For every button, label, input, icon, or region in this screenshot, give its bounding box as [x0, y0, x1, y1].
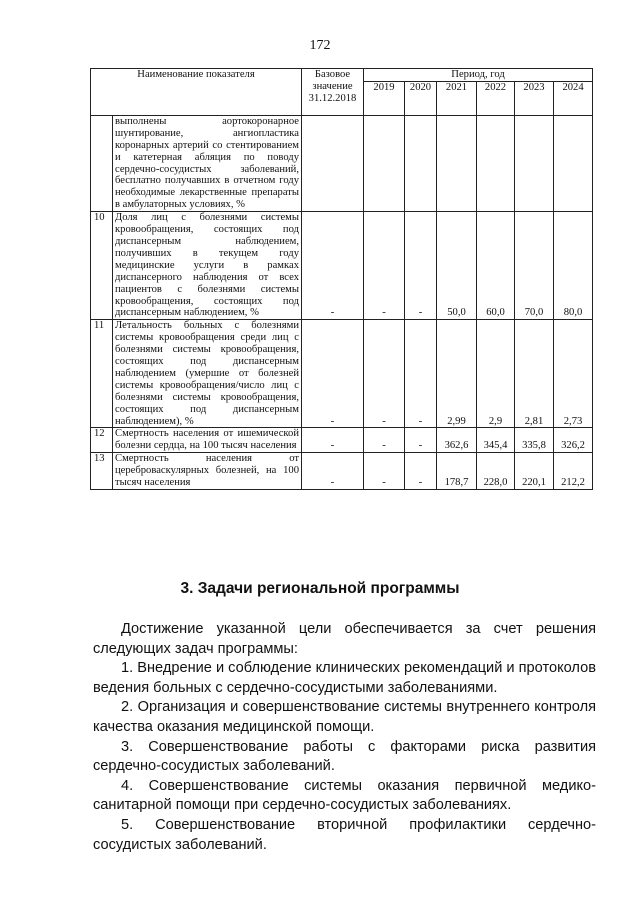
base-value: - — [302, 320, 364, 428]
value-2024 — [554, 115, 593, 211]
page-number: 172 — [309, 38, 331, 53]
value-2021 — [437, 115, 477, 211]
indicator-name: выполнены аортокоронарное шунтирование, ангиопластика коронарных артерий со стентированием и катетерная абляция по поводу сердечно-сосудистых заболеваний, бесплатно получавших в отчетном году необходимые лекарственные препараты в амбулаторных условиях, % — [113, 115, 302, 211]
value-2019 — [364, 115, 405, 211]
indicator-name: Смертность населения от ишемической болезни сердца, на 100 тысяч населения — [113, 428, 302, 453]
value-2019: - — [364, 428, 405, 453]
indicator-name: Доля лиц с болезнями системы кровообращения, состоящих под диспансерным наблюдением, получивших в текущем году медицинские услуги в рамках диспансерного наблюдения от всех пациентов с болезнями системы кровообращения, состоящих под диспансерным наблюдением, % — [113, 212, 302, 320]
row-number — [91, 115, 113, 211]
base-value: - — [302, 212, 364, 320]
section-title: 3. Задачи региональной программы — [180, 580, 460, 597]
value-2021: 2,99 — [437, 320, 477, 428]
header-year-2020: 2020 — [405, 81, 437, 115]
header-year-2023: 2023 — [515, 81, 554, 115]
value-2024: 212,2 — [554, 453, 593, 490]
header-base-value: Базовое значение 31.12.2018 — [302, 69, 364, 116]
header-year-2024: 2024 — [554, 81, 593, 115]
value-2024: 80,0 — [554, 212, 593, 320]
table-row — [91, 320, 593, 428]
value-2020 — [405, 115, 437, 211]
value-2019: - — [364, 453, 405, 490]
section-body — [93, 620, 596, 855]
value-2019: - — [364, 212, 405, 320]
value-2023 — [515, 115, 554, 211]
value-2023: 70,0 — [515, 212, 554, 320]
value-2021: 362,6 — [437, 428, 477, 453]
row-number: 13 — [91, 453, 113, 490]
task-item-2: 2. Организация и совершенствование системы внутреннего контроля качества оказания медицинской помощи. — [93, 699, 596, 735]
value-2022: 2,9 — [477, 320, 515, 428]
value-2020: - — [405, 428, 437, 453]
table-row — [91, 428, 593, 453]
paragraph-intro: Достижение указанной цели обеспечивается за счет решения следующих задач программы: — [93, 621, 596, 657]
header-period: Период, год — [364, 69, 593, 82]
row-number: 12 — [91, 428, 113, 453]
table-row — [91, 212, 593, 320]
indicator-name: Смертность населения от цереброваскулярных болезней, на 100 тысяч населения — [113, 453, 302, 490]
table-row — [91, 115, 593, 211]
indicator-name: Летальность больных с болезнями системы кровообращения среди лиц с болезнями системы кровообращения, состоящих под диспансерным наблюдением (умершие от болезней системы кровообращения/число лиц с болезнями системы кровообращения, состоящих под диспансерным наблюдением), % — [113, 320, 302, 428]
value-2023: 220,1 — [515, 453, 554, 490]
task-item-5: 5. Совершенствование вторичной профилактики сердечно-сосудистых заболеваний. — [93, 816, 596, 853]
value-2022 — [477, 115, 515, 211]
header-indicator-name: Наименование показателя — [91, 69, 302, 116]
value-2021: 178,7 — [437, 453, 477, 490]
header-year-2022: 2022 — [477, 81, 515, 115]
row-number: 10 — [91, 212, 113, 320]
value-2023: 2,81 — [515, 320, 554, 428]
task-item-3: 3. Совершенствование работы с факторами риска развития сердечно-сосудистых заболеваний. — [93, 738, 596, 775]
value-2020: - — [405, 320, 437, 428]
row-number: 11 — [91, 320, 113, 428]
value-2020: - — [405, 212, 437, 320]
value-2024: 2,73 — [554, 320, 593, 428]
indicators-table — [90, 68, 593, 490]
value-2023: 335,8 — [515, 428, 554, 453]
base-value — [302, 115, 364, 211]
value-2021: 50,0 — [437, 212, 477, 320]
value-2022: 60,0 — [477, 212, 515, 320]
base-value: - — [302, 453, 364, 490]
value-2022: 228,0 — [477, 453, 515, 490]
value-2019: - — [364, 320, 405, 428]
task-item-1: 1. Внедрение и соблюдение клинических рекомендаций и протоколов ведения больных с сердечно-сосудистыми заболеваниями. — [93, 660, 596, 696]
value-2020: - — [405, 453, 437, 490]
header-year-2021: 2021 — [437, 81, 477, 115]
task-item-4: 4. Совершенствование системы оказания первичной медико-санитарной помощи при сердечно-сосудистых заболеваниях. — [93, 777, 596, 814]
table-row — [91, 453, 593, 490]
header-year-2019: 2019 — [364, 81, 405, 115]
value-2022: 345,4 — [477, 428, 515, 453]
value-2024: 326,2 — [554, 428, 593, 453]
base-value: - — [302, 428, 364, 453]
